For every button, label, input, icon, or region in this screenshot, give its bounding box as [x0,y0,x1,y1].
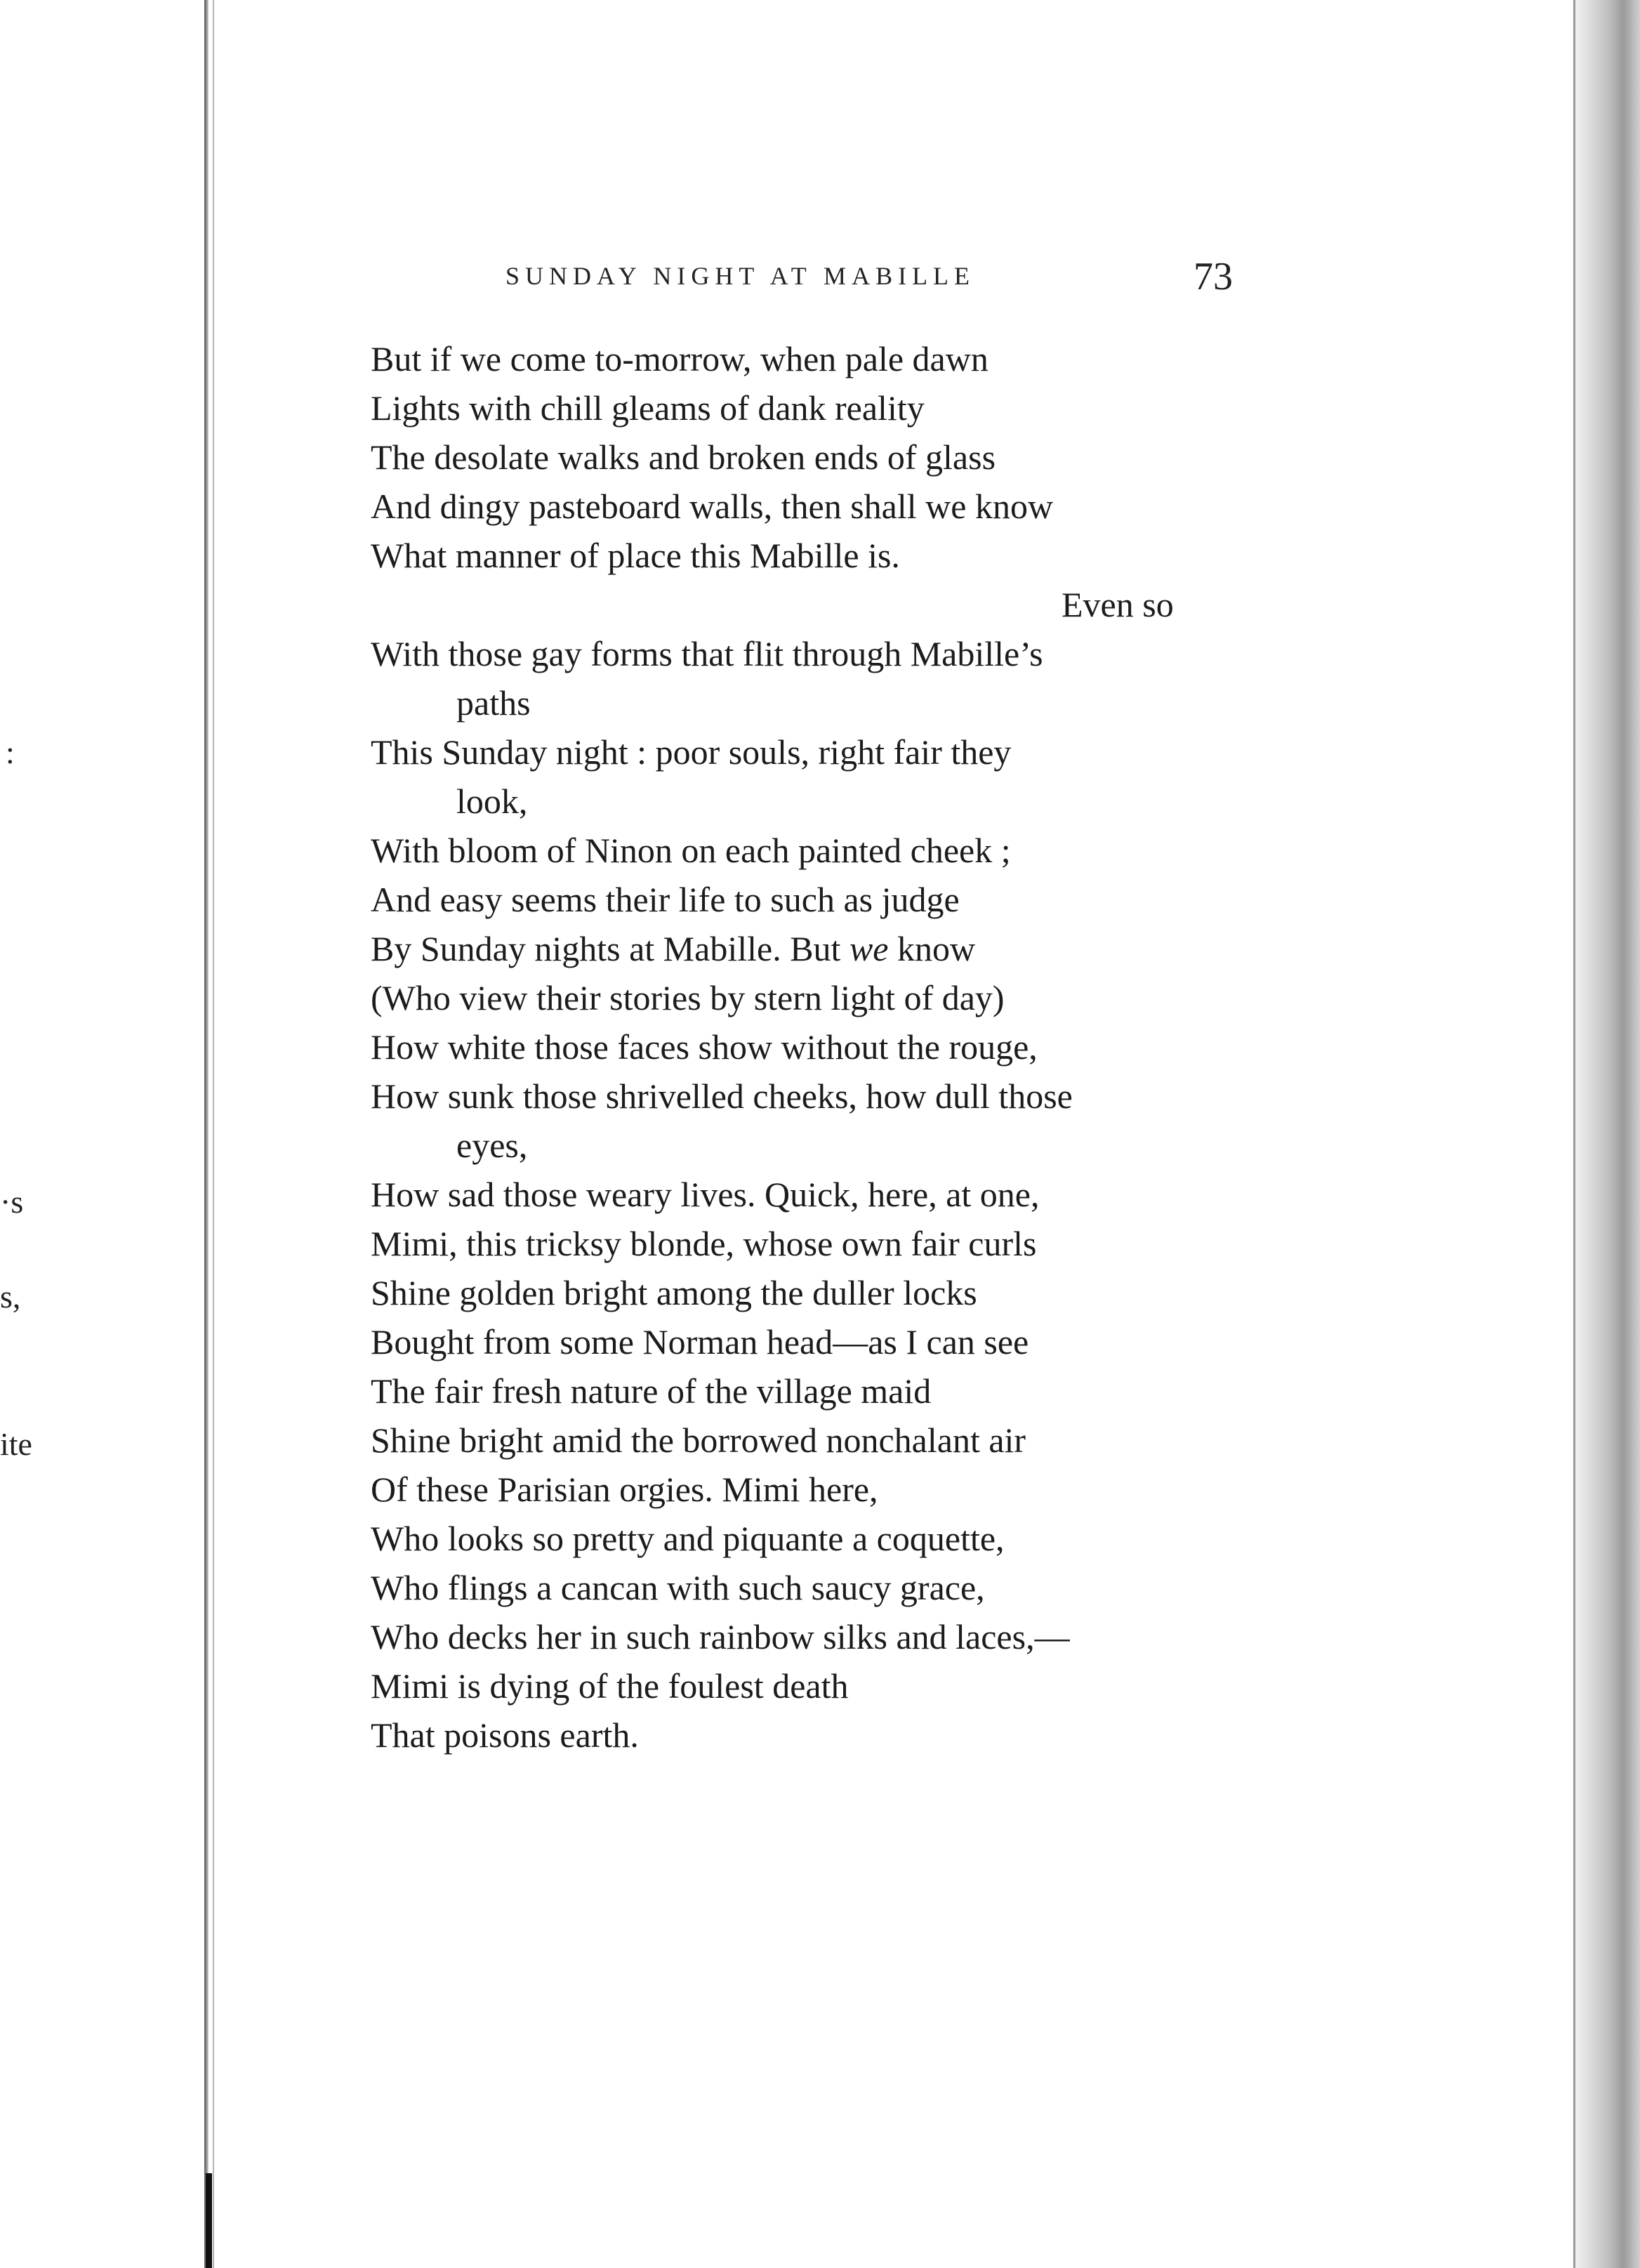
emphasis-word: we [849,929,889,968]
poem-line: Who decks her in such rainbow silks and laces,— [371,1617,1070,1656]
facing-page-fragment: ite [0,1426,32,1462]
poem-line: This Sunday night : poor souls, right fair they [371,732,1012,772]
poem-line: Lights with chill gleams of dank reality [371,388,925,428]
poem-line-turnover: paths [456,683,531,723]
binding-mark [206,2173,212,2268]
running-head: SUNDAY NIGHT AT MABILLE [505,262,976,290]
poem-line: Mimi, this tricksy blonde, whose own fair curls [371,1224,1037,1263]
poem-line: How sad those weary lives. Quick, here, at one, [371,1175,1040,1214]
poem-line: That poisons earth. [371,1715,639,1755]
facing-page-fragment: : [6,734,15,770]
poem-line-continuation: Even so [1062,585,1174,624]
poem-line: The desolate walks and broken ends of glass [371,437,996,477]
page-edge-line [1573,0,1575,2268]
poem-text [371,334,1276,1760]
poem-line: With bloom of Ninon on each painted cheek ; [371,831,1011,870]
page-number: 73 [1193,255,1233,298]
binding-gutter-edge [213,0,214,2268]
poem-line: Shine bright amid the borrowed nonchalant air [371,1420,1026,1460]
poem-line: Shine golden bright among the duller locks [371,1273,977,1312]
facing-page-fragment: s, [0,1279,21,1314]
poem-text-run: know [888,929,976,968]
poem-line: Of these Parisian orgies. Mimi here, [371,1470,878,1509]
poem-text-run: By Sunday nights at Mabille. But [371,929,849,968]
poem-line: And dingy pasteboard walls, then shall we know [371,487,1054,526]
poem-line: The fair fresh nature of the village maid [371,1371,932,1411]
page-edge-shadow [1573,0,1640,2268]
poem-line: But if we come to-morrow, when pale dawn [371,339,988,378]
poem-line: Who flings a cancan with such saucy grace, [371,1568,985,1607]
page-header [505,254,1264,303]
poem-line: How sunk those shrivelled cheeks, how dull those [371,1076,1073,1116]
poem-line: With those gay forms that flit through Mabille’s [371,634,1043,673]
poem-line: And easy seems their life to such as judge [371,880,960,919]
poem-line: Who looks so pretty and piquante a coquette, [371,1519,1005,1558]
poem-line: Mimi is dying of the foulest death [371,1666,849,1706]
poem-line-with-italic [371,924,1276,973]
poem-line: What manner of place this Mabille is. [371,536,900,575]
facing-page-fragment: ·s [0,1184,24,1220]
poem-line-turnover: look, [456,782,528,821]
binding-gutter [204,0,209,2268]
poem-line-turnover: eyes, [456,1126,528,1165]
poem-line: Bought from some Norman head—as I can see [371,1322,1029,1362]
poem-line: How white those faces show without the rouge, [371,1027,1038,1067]
poem-line: (Who view their stories by stern light of day) [371,978,1005,1017]
